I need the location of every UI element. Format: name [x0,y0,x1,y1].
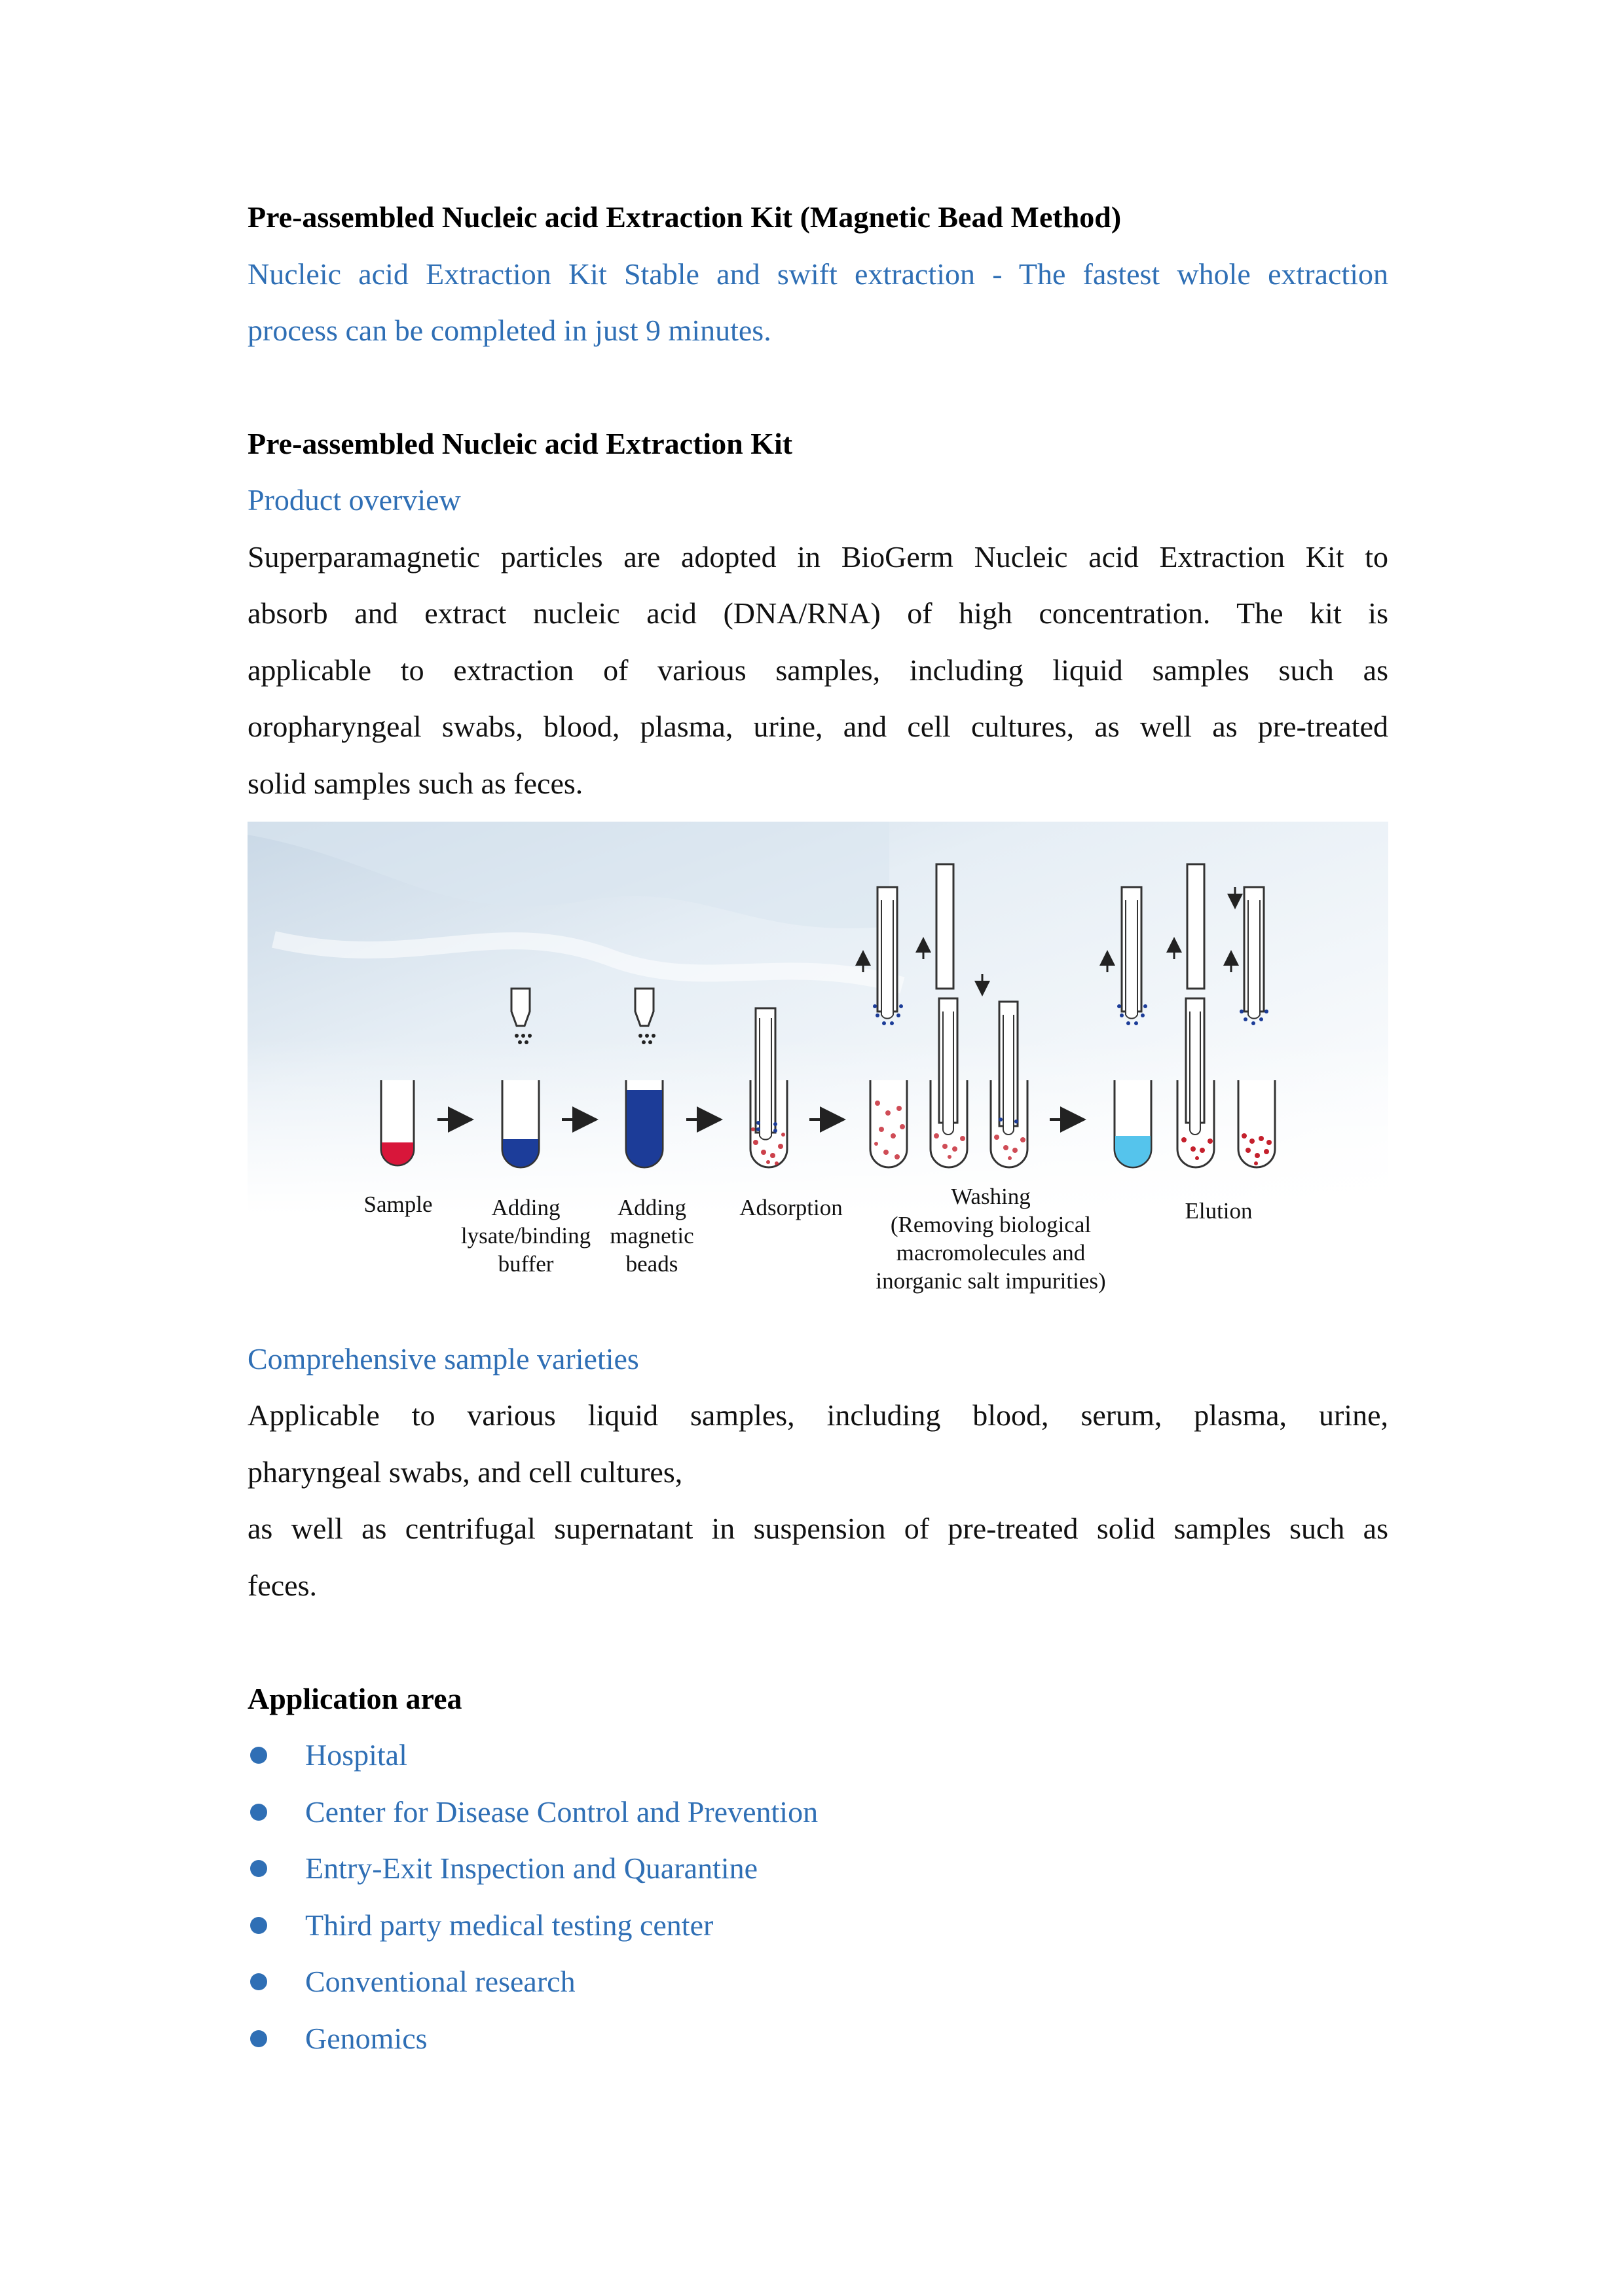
application-item: Genomics [305,2022,428,2055]
beads-liquid [627,1090,662,1167]
page-title: Pre-assembled Nucleic acid Extraction Kit (Magnetic Bead Method) [248,200,1122,234]
overview-line: absorb and extract nucleic acid (DNA/RNA) of high concentration. The kit is [248,596,1388,630]
overview-line: solid samples such as feces. [248,767,583,800]
application-item: Hospital [305,1738,407,1772]
extraction-workflow-figure [248,822,1388,1294]
bullet-dot-icon [250,1860,267,1877]
subtitle-line-1: Nucleic acid Extraction Kit Stable and swift extraction - The fastest whole extraction [248,257,1388,291]
varieties-line: as well as centrifugal supernatant in suspension of pre-treated solid samples such as [248,1512,1388,1545]
bullet-dot-icon [250,1747,267,1764]
bullet-dot-icon [250,1804,267,1821]
application-item: Entry-Exit Inspection and Quarantine [305,1851,758,1885]
overview-line: applicable to extraction of various samples, including liquid samples such as [248,653,1388,687]
overview-line: Superparamagnetic particles are adopted in BioGerm Nucleic acid Extraction Kit to [248,540,1388,574]
varieties-line: Applicable to various liquid samples, including blood, serum, plasma, urine, [248,1398,1388,1432]
label-beads-line: magnetic [610,1223,694,1248]
application-item: Center for Disease Control and Prevention [305,1795,819,1829]
varieties-line: pharyngeal swabs, and cell cultures, [248,1455,683,1489]
sample-tube [381,1080,414,1165]
label-washing-line: Washing [951,1184,1031,1209]
label-washing-line: (Removing biological [890,1212,1092,1237]
application-heading: Application area [248,1682,462,1715]
subtitle-line-2: process can be completed in just 9 minutes. [248,314,771,347]
workflow-diagram [248,822,1388,1224]
label-lysate-line: Adding [491,1195,561,1220]
section-heading-kit: Pre-assembled Nucleic acid Extraction Kit [248,427,793,460]
label-washing-line: inorganic salt impurities) [876,1268,1106,1294]
label-adsorption: Adsorption [739,1195,843,1220]
overview-line: oropharyngeal swabs, blood, plasma, urine, and cell cultures, as well as pre-treated [248,710,1388,743]
label-washing-line: macromolecules and [896,1240,1086,1266]
label-beads-line: beads [625,1251,678,1277]
label-elution: Elution [1185,1198,1253,1224]
application-item: Third party medical testing center [305,1908,714,1942]
application-item: Conventional research [305,1965,576,1998]
varieties-heading: Comprehensive sample varieties [248,1342,639,1376]
bullet-dot-icon [250,1917,267,1934]
label-beads-line: Adding [618,1195,686,1220]
bullet-dot-icon [250,1973,267,1990]
label-washing [860,1182,1122,1295]
label-lysate-line: lysate/binding [460,1223,591,1248]
label-lysate-line: buffer [498,1251,554,1277]
overview-heading: Product overview [248,483,461,517]
label-beads [604,1194,699,1278]
label-lysate [457,1194,595,1278]
elution-tubes [1107,864,1275,1167]
bullet-dot-icon [250,2030,267,2047]
varieties-line: feces. [248,1569,317,1602]
label-sample: Sample [363,1192,433,1217]
